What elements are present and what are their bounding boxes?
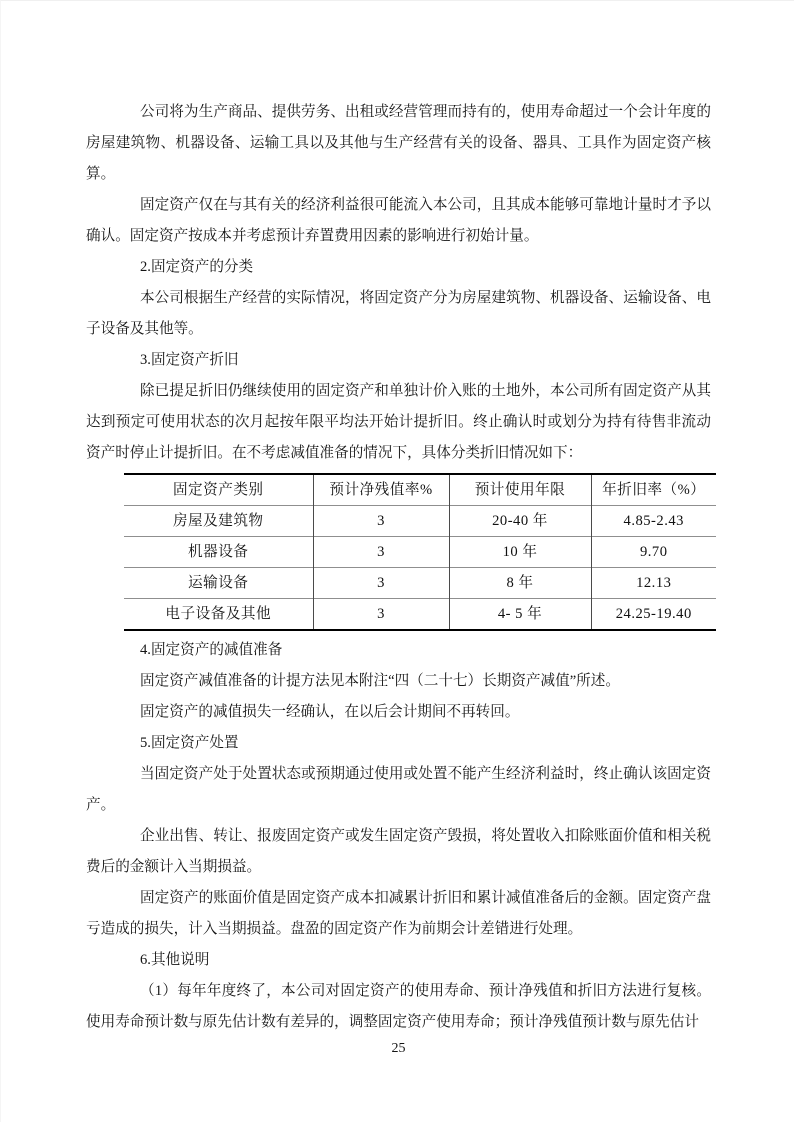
depreciation-table — [124, 473, 716, 631]
table-row-buildings — [124, 506, 716, 537]
header-annual-depreciation-rate: 年折旧率（%） — [591, 474, 716, 506]
depreciation-table-header-row — [124, 474, 716, 506]
page-content — [86, 1, 711, 1038]
section-heading-impairment: 4.固定资产的减值准备 — [140, 642, 283, 658]
header-residual-rate: 预计净残值率% — [313, 474, 449, 506]
cell-depreciation-rate: 9.70 — [591, 537, 716, 568]
para-depreciation-method: 除已提足折旧仍继续使用的固定资产和单独计价入账的土地外，本公司所有固定资产从其达到预定可使用状态的次月起按年限平均法开始计提折旧。终止确认时或划分为持有待售非流动资产时停止计提折旧。在不考虑减值准备的情况下，具体分类折旧情况如下： — [86, 383, 711, 461]
header-useful-life: 预计使用年限 — [449, 474, 591, 506]
cell-useful-life: 10 年 — [449, 537, 591, 568]
para-annual-review: （1）每年年度终了，本公司对固定资产的使用寿命、预计净残值和折旧方法进行复核。使用寿命预计数与原先估计数有差异的，调整固定资产使用寿命；预计净残值预计数与原先估计 — [86, 983, 711, 1030]
section-heading-disposal: 5.固定资产处置 — [140, 735, 239, 751]
cell-useful-life: 20-40 年 — [449, 506, 591, 537]
header-asset-category: 固定资产类别 — [172, 482, 264, 498]
table-row-transportation — [124, 568, 716, 599]
cell-category: 房屋及建筑物 — [124, 506, 313, 537]
para-classification-detail: 本公司根据生产经营的实际情况，将固定资产分为房屋建筑物、机器设备、运输设备、电子设备及其他等。 — [86, 290, 711, 337]
para-fixed-asset-definition: 公司将为生产商品、提供劳务、出租或经营管理而持有的，使用寿命超过一个会计年度的房屋建筑物、机器设备、运输工具以及其他与生产经营有关的设备、器具、工具作为固定资产核算。 — [86, 104, 711, 182]
para-disposal-gains-losses: 企业出售、转让、报废固定资产或发生固定资产毁损，将处置收入扣除账面价值和相关税费后的金额计入当期损益。 — [86, 828, 711, 875]
para-impairment-no-reversal: 固定资产的减值损失一经确认，在以后会计期间不再转回。 — [140, 704, 520, 720]
cell-useful-life: 8 年 — [449, 568, 591, 599]
cell-category: 机器设备 — [124, 537, 313, 568]
cell-useful-life: 4- 5 年 — [449, 599, 591, 631]
cell-residual-rate: 3 — [313, 599, 449, 631]
section-heading-depreciation: 3.固定资产折旧 — [140, 352, 239, 368]
section-heading-other-notes: 6.其他说明 — [140, 952, 210, 968]
table-row-electronics — [124, 599, 716, 631]
cell-residual-rate: 3 — [313, 568, 449, 599]
para-fixed-asset-recognition: 固定资产仅在与其有关的经济利益很可能流入本公司，且其成本能够可靠地计量时才予以确认。固定资产按成本并考虑预计弃置费用因素的影响进行初始计量。 — [86, 197, 711, 244]
cell-category: 电子设备及其他 — [124, 599, 313, 631]
para-carrying-amount: 固定资产的账面价值是固定资产成本扣减累计折旧和累计减值准备后的金额。固定资产盘亏造成的损失，计入当期损益。盘盈的固定资产作为前期会计差错进行处理。 — [86, 890, 711, 937]
cell-depreciation-rate: 12.13 — [591, 568, 716, 599]
para-disposal-derecognition: 当固定资产处于处置状态或预期通过使用或处置不能产生经济利益时，终止确认该固定资产。 — [86, 766, 711, 813]
cell-depreciation-rate: 24.25-19.40 — [591, 599, 716, 631]
para-impairment-method: 固定资产减值准备的计提方法见本附注“四（二十七）长期资产减值”所述。 — [140, 673, 620, 689]
cell-category: 运输设备 — [124, 568, 313, 599]
section-heading-classification: 2.固定资产的分类 — [140, 259, 254, 275]
page-number: 25 — [391, 1041, 406, 1056]
cell-residual-rate: 3 — [313, 537, 449, 568]
table-row-machinery — [124, 537, 716, 568]
cell-residual-rate: 3 — [313, 506, 449, 537]
cell-depreciation-rate: 4.85-2.43 — [591, 506, 716, 537]
